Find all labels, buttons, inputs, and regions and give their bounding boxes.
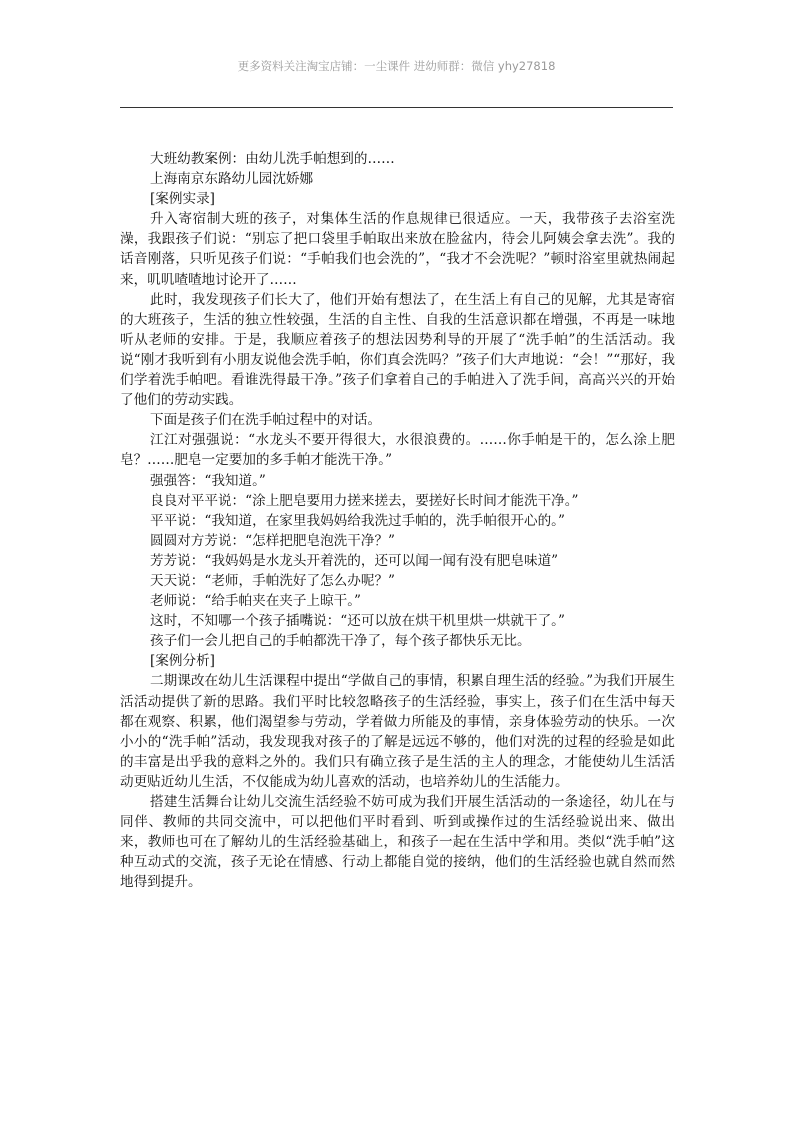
document-author: 上海南京东路幼儿园沈娇娜 xyxy=(150,171,314,188)
paragraph: 二期课改在幼儿生活课程中提出“学做自己的事情，积累自理生活的经验。”为我们开展生活活动提供了新的思路。我们平时比较忽略孩子的生活经验，事实上，孩子们在生活中每天都在观察、积累，他们渴望参与劳动，学着做力所能及的事情，亲身体验劳动的快乐。一次小小的“洗手帕”活动，我发现我对孩子的了解是远远不够的，他们对洗的过程的经验是如此的丰富是出乎我的意料之外的。我们只有确立孩子是生活的主人的理念，才能使幼儿生活活动更贴近幼儿生活，不仅能成为幼儿喜欢的活动，也培养幼儿的生活能力。 xyxy=(120,673,675,790)
section-heading-analysis: [案例分析] xyxy=(150,653,215,670)
paragraph: 升入寄宿制大班的孩子，对集体生活的作息规律已很适应。一天，我带孩子去浴室洗澡，我跟孩子们说：“别忘了把口袋里手帕取出来放在脸盆内，待会儿阿姨会拿去洗”。我的话音刚落，只听见孩子们说：“手帕我们也会洗的”，“我才不会洗呢？”顿时浴室里就热闹起来，叽叽喳喳地讨论开了…… xyxy=(120,211,675,288)
paragraph: 孩子们一会儿把自己的手帕都洗干净了，每个孩子都快乐无比。 xyxy=(150,633,531,650)
document-body xyxy=(120,149,675,892)
dialogue-line: 老师说：“给手帕夹在夹子上晾干。” xyxy=(150,593,362,610)
header-divider xyxy=(120,107,673,108)
paragraph: 下面是孩子们在洗手帕过程中的对话。 xyxy=(150,412,382,429)
dialogue-line: 天天说：“老师，手帕洗好了怎么办呢？” xyxy=(150,572,395,589)
document-title: 大班幼教案例：由幼儿洗手帕想到的…… xyxy=(150,151,395,167)
page-header: 更多资料关注淘宝店铺：一尘课件 进幼师群：微信 yhy27818 xyxy=(237,59,556,73)
dialogue-line: 强强答：“我知道。” xyxy=(150,472,266,489)
dialogue-line: 圆圆对方芳说：“怎样把肥皂泡洗干净？” xyxy=(150,532,395,549)
paragraph: 此时，我发现孩子们长大了，他们开始有想法了，在生活上有自己的见解，尤其是寄宿的大班孩子，生活的独立性较强，生活的自主性、自我的生活意识都在增强，不再是一味地听从老师的安排。于是，我顺应着孩子的想法因势利导的开展了“洗手帕”的生活活动。我说“刚才我听到有小朋友说他会洗手帕，你们真会洗吗？”孩子们大声地说：“会！”“那好，我们学着洗手帕吧。看谁洗得最干净。”孩子们拿着自己的手帕进入了洗手间，高高兴兴的开始了他们的劳动实践。 xyxy=(120,291,675,409)
dialogue-line: 江江对强强说：“水龙头不要开得很大，水很浪费的。……你手帕是干的，怎么涂上肥皂？……肥皂一定要加的多手帕才能洗干净。” xyxy=(120,432,675,469)
dialogue-line: 平平说：“我知道，在家里我妈妈给我洗过手帕的，洗手帕很开心的。” xyxy=(150,512,565,529)
dialogue-line: 这时，不知哪一个孩子插嘴说：“还可以放在烘干机里烘一烘就干了。” xyxy=(150,613,565,630)
section-heading-record: [案例实录] xyxy=(150,191,215,208)
paragraph: 搭建生活舞台让幼儿交流生活经验不妨可成为我们开展生活活动的一条途径，幼儿在与同伴、教师的共同交流中，可以把他们平时看到、听到或操作过的生活经验说出来、做出来，教师也可在了解幼儿的生活经验基础上，和孩子一起在生活中学和用。类似“洗手帕”这种互动式的交流，孩子无论在情感、行动上都能自觉的接纳，他们的生活经验也就自然而然地得到提升。 xyxy=(120,794,675,891)
dialogue-line: 芳芳说：“我妈妈是水龙头开着洗的，还可以闻一闻有没有肥皂味道” xyxy=(150,552,559,569)
dialogue-line: 良良对平平说：“涂上肥皂要用力搓来搓去，要搓好长时间才能洗干净。” xyxy=(150,492,579,509)
